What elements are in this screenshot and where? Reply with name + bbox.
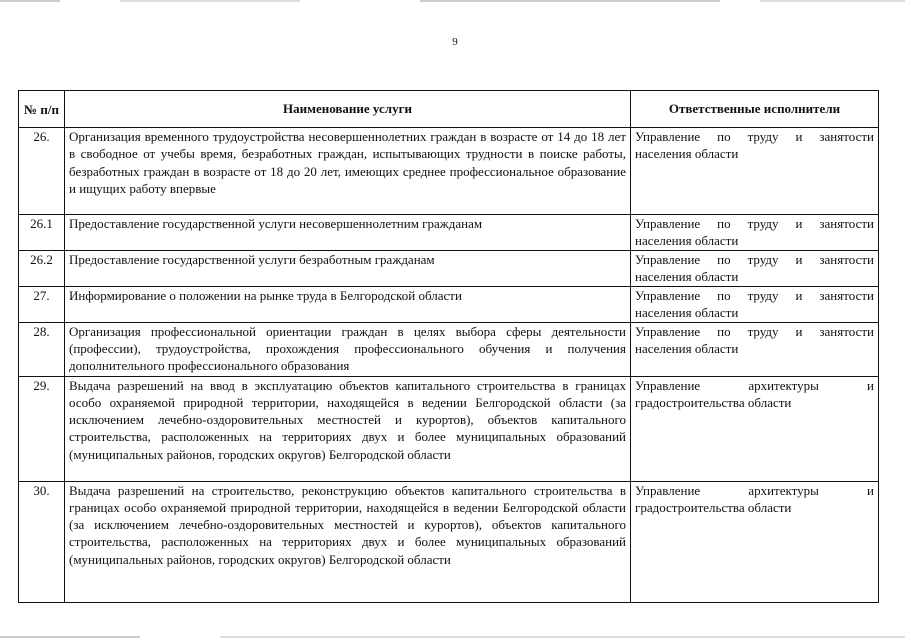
row-number: 30.	[19, 481, 65, 602]
row-service: Выдача разрешений на ввод в эксплуатацию объектов капитального строительства в границах особо охраняемой природной территории, находящейся в ведении Белгородской области (за исключением лечебно-оздоровительных местностей и курортов), объектов капитального строительства, расположенных на территориях двух и более муниципальных образований (муниципальных районов, городских округов) Белгородской области	[65, 376, 631, 481]
row-number: 26.1	[19, 215, 65, 251]
header-responsible: Ответственные исполнители	[631, 91, 879, 128]
table-row	[19, 215, 879, 251]
row-service: Выдача разрешений на строительство, реконструкцию объектов капитального строительства в границах особо охраняемой природной территории, находящейся в ведении Белгородской области (за исключением лечебно-оздоровительных местностей и курортов), объектов капитального строительства, расположенных на территориях двух и более муниципальных образований (муниципальных районов, городских округов) Белгородской области	[65, 481, 631, 602]
table-header-row	[19, 91, 879, 128]
row-responsible: Управление по труду и занятости населения области	[631, 251, 879, 287]
scan-edge-bottom	[0, 636, 905, 638]
page-number: 9	[452, 36, 458, 48]
row-service: Информирование о положении на рынке труда в Белгородской области	[65, 287, 631, 323]
row-service: Организация профессиональной ориентации граждан в целях выбора сферы деятельности (профессии), трудоустройства, прохождения профессионального обучения и получения дополнительного профессионального образования	[65, 322, 631, 376]
row-responsible: Управление по труду и занятости населения области	[631, 322, 879, 376]
table-row	[19, 128, 879, 215]
row-responsible: Управление по труду и занятости населения области	[631, 287, 879, 323]
row-number: 26.	[19, 128, 65, 215]
table-row	[19, 322, 879, 376]
table-row	[19, 287, 879, 323]
row-number: 27.	[19, 287, 65, 323]
row-service: Предоставление государственной услуги безработным гражданам	[65, 251, 631, 287]
services-table	[18, 90, 879, 603]
row-service: Организация временного трудоустройства несовершеннолетних граждан в возрасте от 14 до 18 лет в свободное от учебы время, безработных граждан, испытывающих трудности в поиске работы, безработных граждан в возрасте от 18 до 20 лет, имеющих среднее профессиональное образование и ищущих работу впервые	[65, 128, 631, 215]
table-row	[19, 376, 879, 481]
header-number: № п/п	[19, 91, 65, 128]
row-number: 26.2	[19, 251, 65, 287]
table-row	[19, 481, 879, 602]
row-responsible: Управление архитектуры и градостроительства области	[631, 481, 879, 602]
row-responsible: Управление по труду и занятости населения области	[631, 128, 879, 215]
table-row	[19, 251, 879, 287]
row-service: Предоставление государственной услуги несовершеннолетним гражданам	[65, 215, 631, 251]
row-responsible: Управление архитектуры и градостроительства области	[631, 376, 879, 481]
row-responsible: Управление по труду и занятости населения области	[631, 215, 879, 251]
scan-edge-top	[0, 0, 905, 2]
row-number: 29.	[19, 376, 65, 481]
services-table-container	[18, 90, 878, 603]
header-service-name: Наименование услуги	[65, 91, 631, 128]
row-number: 28.	[19, 322, 65, 376]
